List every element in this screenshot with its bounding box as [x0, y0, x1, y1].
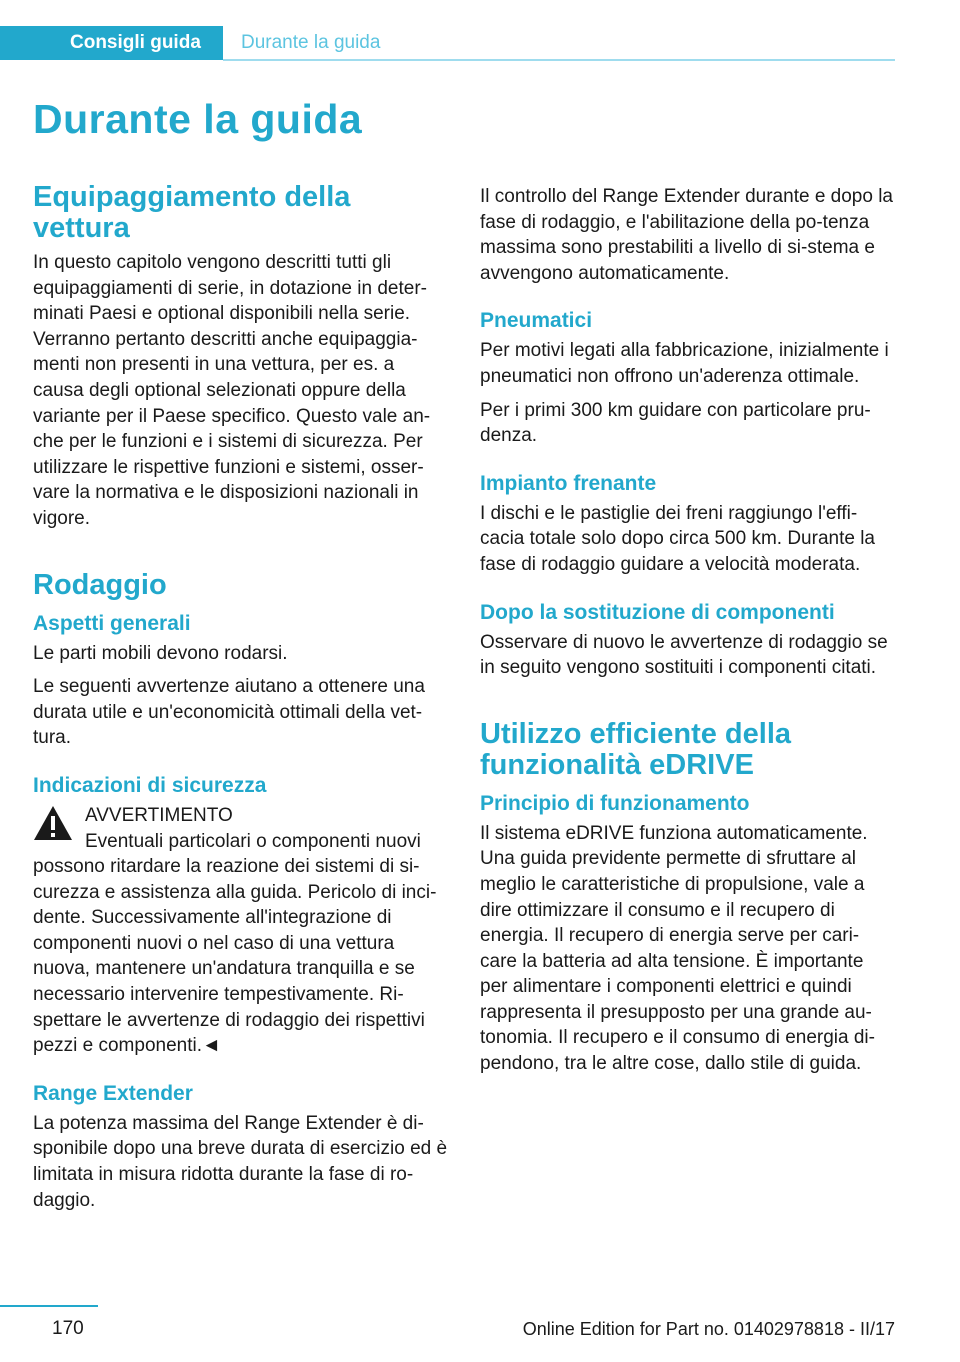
paragraph-pneumatici-1: Per motivi legati alla fabbricazione, inizialmente i pneumatici non offrono un'aderenza ottimale.	[480, 340, 889, 387]
heading-sostituzione-componenti: Dopo la sostituzione di componenti	[480, 600, 835, 624]
paragraph-impianto-frenante: I dischi e le pastiglie dei freni raggiungo l'effi-cacia totale solo dopo circa 500 km. Durante la fase di rodaggio guidare a velocità moderata.	[480, 502, 875, 575]
page-title: Durante la guida	[33, 96, 363, 142]
paragraph-aspetti-2: Le seguenti avvertenze aiutano a ottenere una durata utile e un'economicità ottimali della vet-tura.	[33, 676, 425, 749]
right-column	[480, 184, 896, 1085]
paragraph-range-extender: La potenza massima del Range Extender è di-sponibile dopo una breve durata di esercizio ed è limitata in misura ridotta durante la fase di ro-daggio.	[33, 1112, 448, 1211]
heading-principio-funzionamento: Principio di funzionamento	[480, 791, 750, 815]
paragraph-principio-funzionamento: Il sistema eDRIVE funziona automaticamente. Una guida previdente permette di sfruttare al meglio le caratteristiche di propulsione, vale a dire ottimizzare il consumo e il recupero di energia. Il recupero di energia serve per cari-care la batteria ad alta tensione. È importante per alimentare i componenti elettrici e quindi rappresenta il presupposto per una grande au-tonomia. Il recupero e il consumo di energia di-pendono, tra le altre cose, dallo stile di guida.	[480, 822, 875, 1075]
heading-edrive: Utilizzo efficiente della funzionalità eDRIVE	[480, 717, 791, 781]
heading-range-extender: Range Extender	[33, 1081, 193, 1105]
header-divider	[223, 59, 895, 61]
left-column	[33, 182, 449, 1221]
heading-aspetti-generali: Aspetti generali	[33, 611, 191, 635]
heading-pneumatici: Pneumatici	[480, 309, 593, 333]
section-tab[interactable]: Durante la guida	[241, 32, 381, 53]
warning-label: AVVERTIMENTO	[85, 804, 233, 826]
heading-rodaggio: Rodaggio	[33, 568, 167, 601]
paragraph-pneumatici-2: Per i primi 300 km guidare con particolare pru-denza.	[480, 399, 871, 447]
heading-impianto-frenante: Impianto frenante	[480, 471, 657, 495]
page-header	[0, 26, 895, 62]
warning-triangle-icon	[33, 805, 73, 841]
edition-note: Online Edition for Part no. 01402978818 - II/17	[522, 1319, 895, 1339]
warning-text: possono ritardare la reazione dei sistemi di si-curezza e assistenza alla guida. Pericolo di inci-dente. Successivamente all'integrazione di componenti nuovi o nel caso di una vettura nuova, mantenere un'andatura tranquilla e se necessario intervenire tempestivamente. Ri-spettare le avvertenze di rodaggio dei rispettivi pezzi e componenti.◄	[33, 856, 437, 1057]
paragraph-range-extender-continued: Il controllo del Range Extender durante e dopo la fase di rodaggio, e l'abilitazione della po-tenza massima sono prestabiliti a livello di si-stema e avvengono automaticamente.	[480, 186, 893, 284]
heading-equipaggiamento: Equipaggiamento della vettura	[33, 181, 351, 244]
paragraph-aspetti-1: Le parti mobili devono rodarsi.	[33, 642, 288, 664]
chapter-tab[interactable]: Consigli guida	[0, 26, 223, 60]
page-number: 170	[52, 1318, 84, 1339]
heading-indicazioni-sicurezza: Indicazioni di sicurezza	[33, 773, 267, 797]
paragraph-equipaggiamento: In questo capitolo vengono descritti tutti gli equipaggiamenti di serie, in dotazione in deter-minati Paesi e optional disponibili nella serie. Verranno pertanto descritti anche equipaggia-menti non presenti in una vettura, per es. a causa degli optional selezionati oppure della variante per il Paese specifico. Questo vale an-che per le funzioni e i sistemi di sicurezza. Per utilizzare le rispettive funzioni e sistemi, osser-vare la normativa e le disposizioni nazionali in vigore.	[33, 252, 431, 529]
warning-box	[33, 803, 449, 1059]
paragraph-sostituzione-componenti: Osservare di nuovo le avvertenze di rodaggio se in seguito vengono sostituiti i componenti citati.	[480, 631, 888, 679]
warning-first-line: Eventuali particolari o componenti nuovi	[85, 830, 421, 852]
footer-divider	[0, 1305, 98, 1307]
